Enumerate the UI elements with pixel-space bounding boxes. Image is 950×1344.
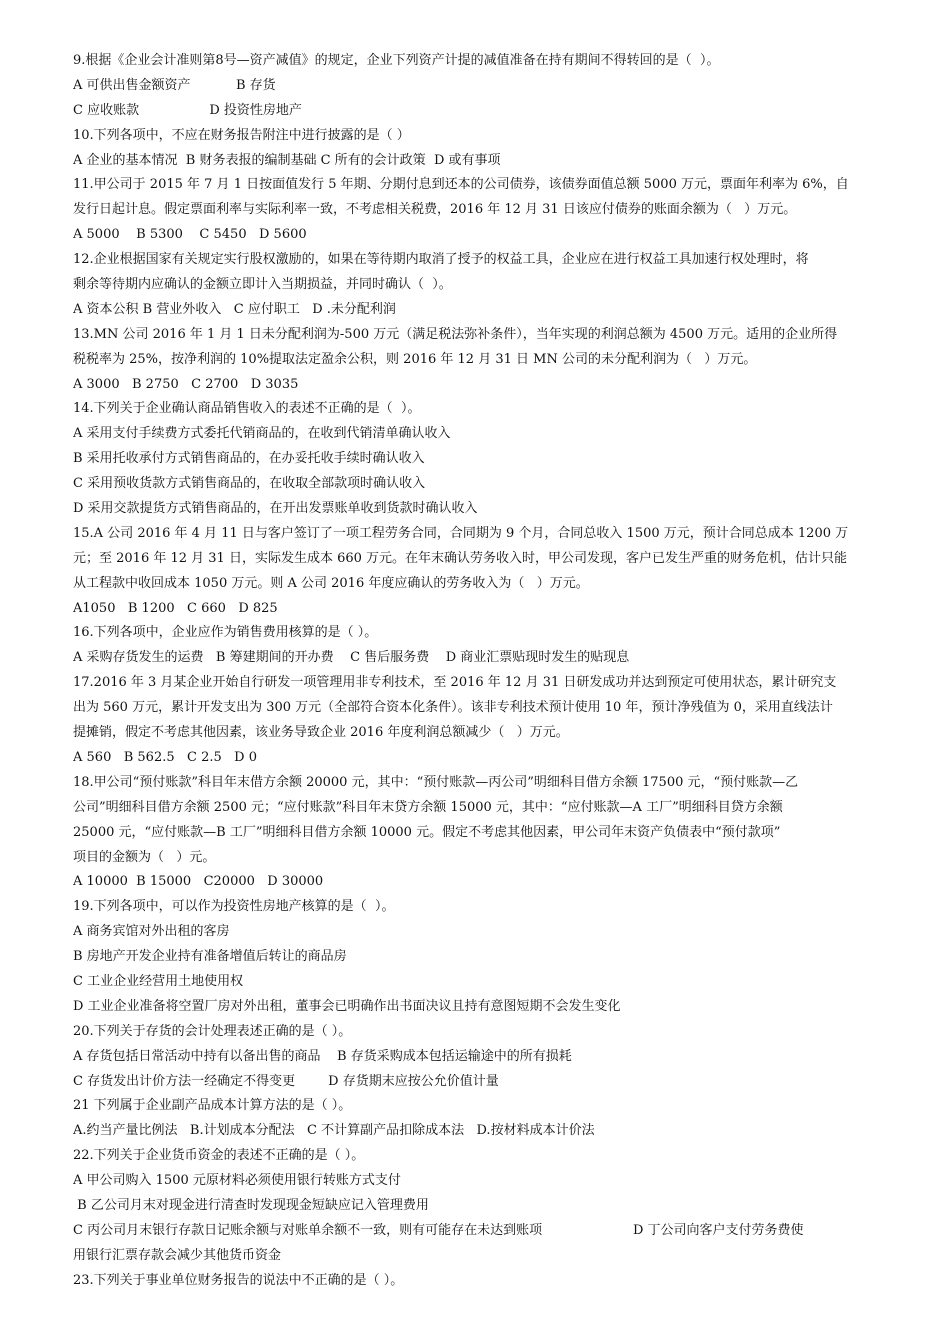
text-line-q13-1: 13.MN 公司 2016 年 1 月 1 日未分配利润为-500 万元（满足税法弥补条件），当年实现的利润总额为 4500 万元。适用的企业所得: [73, 326, 838, 342]
text-line-q10: 10.下列各项中，不应在财务报告附注中进行披露的是（ ）: [73, 127, 410, 143]
text-line-q10-opts: A 企业的基本情况 B 财务表报的编制基础 C 所有的会计政策 D 或有事项: [73, 152, 501, 168]
text-line-q9-cd: C 应收账款 D 投资性房地产: [73, 102, 302, 118]
text-line-q15-1: 15.A 公司 2016 年 4 月 11 日与客户签订了一项工程劳务合同，合同期为 9 个月，合同总收入 1500 万元，预计合同总成本 1200 万: [73, 525, 849, 541]
text-line-q19-c: C 工业企业经营用土地使用权: [73, 973, 244, 989]
text-line-q16: 16.下列各项中，企业应作为销售费用核算的是（ ）。: [73, 625, 378, 641]
text-line-q9-ab: A 可供出售金额资产 B 存货: [73, 77, 276, 93]
text-line-q11-1: 11.甲公司于 2015 年 7 月 1 日按面值发行 5 年期、分期付息到还本的公司债券，该债券面值总额 5000 万元，票面年利率为 6%，自: [73, 177, 849, 193]
text-line-q21-opts: A.约当产量比例法 B.计划成本分配法 C 不计算副产品扣除成本法 D.按材料成本计价法: [73, 1123, 595, 1139]
text-line-q22-d2: 用银行汇票存款会减少其他货币资金: [73, 1247, 282, 1263]
text-line-q18-1: 18.甲公司“预付账款”科目年末借方余额 20000 元，其中：“预付账款—丙公司”明细科目借方余额 17500 元，“预付账款—乙: [73, 774, 799, 790]
text-line-q19: 19.下列各项中，可以作为投资性房地产核算的是（ ）。: [73, 899, 395, 915]
text-line-q15-3: 从工程款中收回成本 1050 万元。则 A 公司 2016 年度应确认的劳务收入为（ ）万元。: [73, 575, 589, 591]
text-line-q19-b: B 房地产开发企业持有准备增值后转让的商品房: [73, 949, 347, 965]
text-line-q13-opts: A 3000 B 2750 C 2700 D 3035: [73, 376, 299, 392]
text-line-q18-2: 公司”明细科目借方余额 2500 元；“应付账款”科目年末贷方余额 15000 元，其中：“应付账款—A 工厂”明细科目贷方余额: [73, 799, 783, 815]
text-line-q15-2: 元；至 2016 年 12 月 31 日，实际发生成本 660 万元。在年末确认劳务收入时，甲公司发现，客户已发生严重的财务危机，估计只能: [73, 550, 848, 566]
text-line-q18-opts: A 10000 B 15000 C20000 D 30000: [73, 874, 324, 890]
text-line-q14-a: A 采用支付手续费方式委托代销商品的，在收到代销清单确认收入: [73, 426, 451, 442]
text-line-q20-ab: A 存货包括日常活动中持有以备出售的商品 B 存货采购成本包括运输途中的所有损耗: [73, 1048, 572, 1064]
question-list: [73, 49, 873, 1294]
text-line-q17-1: 17.2016 年 3 月某企业开始自行研发一项管理用非专利技术，至 2016 年 12 月 31 日研发成功并达到预定可使用状态，累计研究支: [73, 675, 837, 691]
text-line-q14-b: B 采用托收承付方式销售商品的，在办妥托收手续时确认收入: [73, 451, 425, 467]
text-line-q15-opts: A1050 B 1200 C 660 D 825: [73, 600, 278, 616]
text-line-q17-2: 出为 560 万元，累计开发支出为 300 万元（全部符合资本化条件）。该非专利技术预计使用 10 年，预计净残值为 0，采用直线法计: [73, 700, 833, 716]
text-line-q17-opts: A 560 B 562.5 C 2.5 D 0: [73, 749, 258, 765]
text-line-q18-4: 项目的金额为（ ）元。: [73, 849, 216, 865]
text-line-q16-opts: A 采购存货发生的运费 B 筹建期间的开办费 C 售后服务费 D 商业汇票贴现时发生的贴现息: [73, 650, 630, 666]
text-line-q22-a: A 甲公司购入 1500 元原材料必须使用银行转账方式支付: [73, 1173, 401, 1189]
text-line-q20: 20.下列关于存货的会计处理表述正确的是（ ）。: [73, 1023, 352, 1039]
text-line-q11-opts: A 5000 B 5300 C 5450 D 5600: [73, 227, 307, 243]
text-line-q19-a: A 商务宾馆对外出租的客房: [73, 924, 230, 940]
text-line-q12-1: 12.企业根据国家有关规定实行股权激励的，如果在等待期内取消了授予的权益工具，企业应在进行权益工具加速行权处理时，将: [73, 252, 809, 268]
text-line-q20-cd: C 存货发出计价方法一经确定不得变更 D 存货期末应按公允价值计量: [73, 1073, 499, 1089]
text-line-q21: 21 下列属于企业副产品成本计算方法的是（ ）。: [73, 1098, 352, 1114]
text-line-q12-opts: A 资本公积 B 营业外收入 C 应付职工 D .未分配利润: [73, 301, 396, 317]
text-line-q23: 23.下列关于事业单位财务报告的说法中不正确的是（ ）。: [73, 1272, 404, 1288]
text-line-q19-d: D 工业企业准备将空置厂房对外出租，董事会已明确作出书面决议且持有意图短期不会发生变化: [73, 998, 621, 1014]
text-line-q22: 22.下列关于企业货币资金的表述不正确的是（ ）。: [73, 1148, 365, 1164]
text-line-q14-c: C 采用预收货款方式销售商品的，在收取全部款项时确认收入: [73, 476, 426, 492]
text-line-q22-cd: C 丙公司月末银行存款日记账余额与对账单余额不一致，则有可能存在未达到账项 D 丁公司向客户支付劳务费使: [73, 1222, 804, 1238]
text-line-q12-2: 剩余等待期内应确认的金额立即计入当期损益，并同时确认（ ）。: [73, 277, 452, 293]
text-line-q13-2: 税税率为 25%，按净利润的 10%提取法定盈余公积，则 2016 年 12 月 31 日 MN 公司的未分配利润为（ ）万元。: [73, 351, 757, 367]
text-line-q22-b: B 乙公司月末对现金进行清查时发现现金短缺应记入管理费用: [73, 1197, 429, 1213]
text-line-q14-d: D 采用交款提货方式销售商品的，在开出发票账单收到货款时确认收入: [73, 501, 478, 517]
text-line-q9: 9.根据《企业会计准则第8号—资产减值》的规定，企业下列资产计提的减值准备在持有期间不得转回的是（ ）。: [73, 53, 720, 68]
text-line-q18-3: 25000 元，“应付账款—B 工厂”明细科目借方余额 10000 元。假定不考虑其他因素，甲公司年末资产负债表中“预付款项”: [73, 824, 781, 840]
text-line-q14: 14.下列关于企业确认商品销售收入的表述不正确的是（ ）。: [73, 401, 421, 417]
text-line-q11-2: 发行日起计息。假定票面利率与实际利率一致，不考虑相关税费，2016 年 12 月 31 日该应付债券的账面余额为（ ）万元。: [73, 202, 797, 218]
text-line-q17-3: 提摊销，假定不考虑其他因素，该业务导致企业 2016 年度利润总额减少（ ）万元。: [73, 725, 569, 741]
